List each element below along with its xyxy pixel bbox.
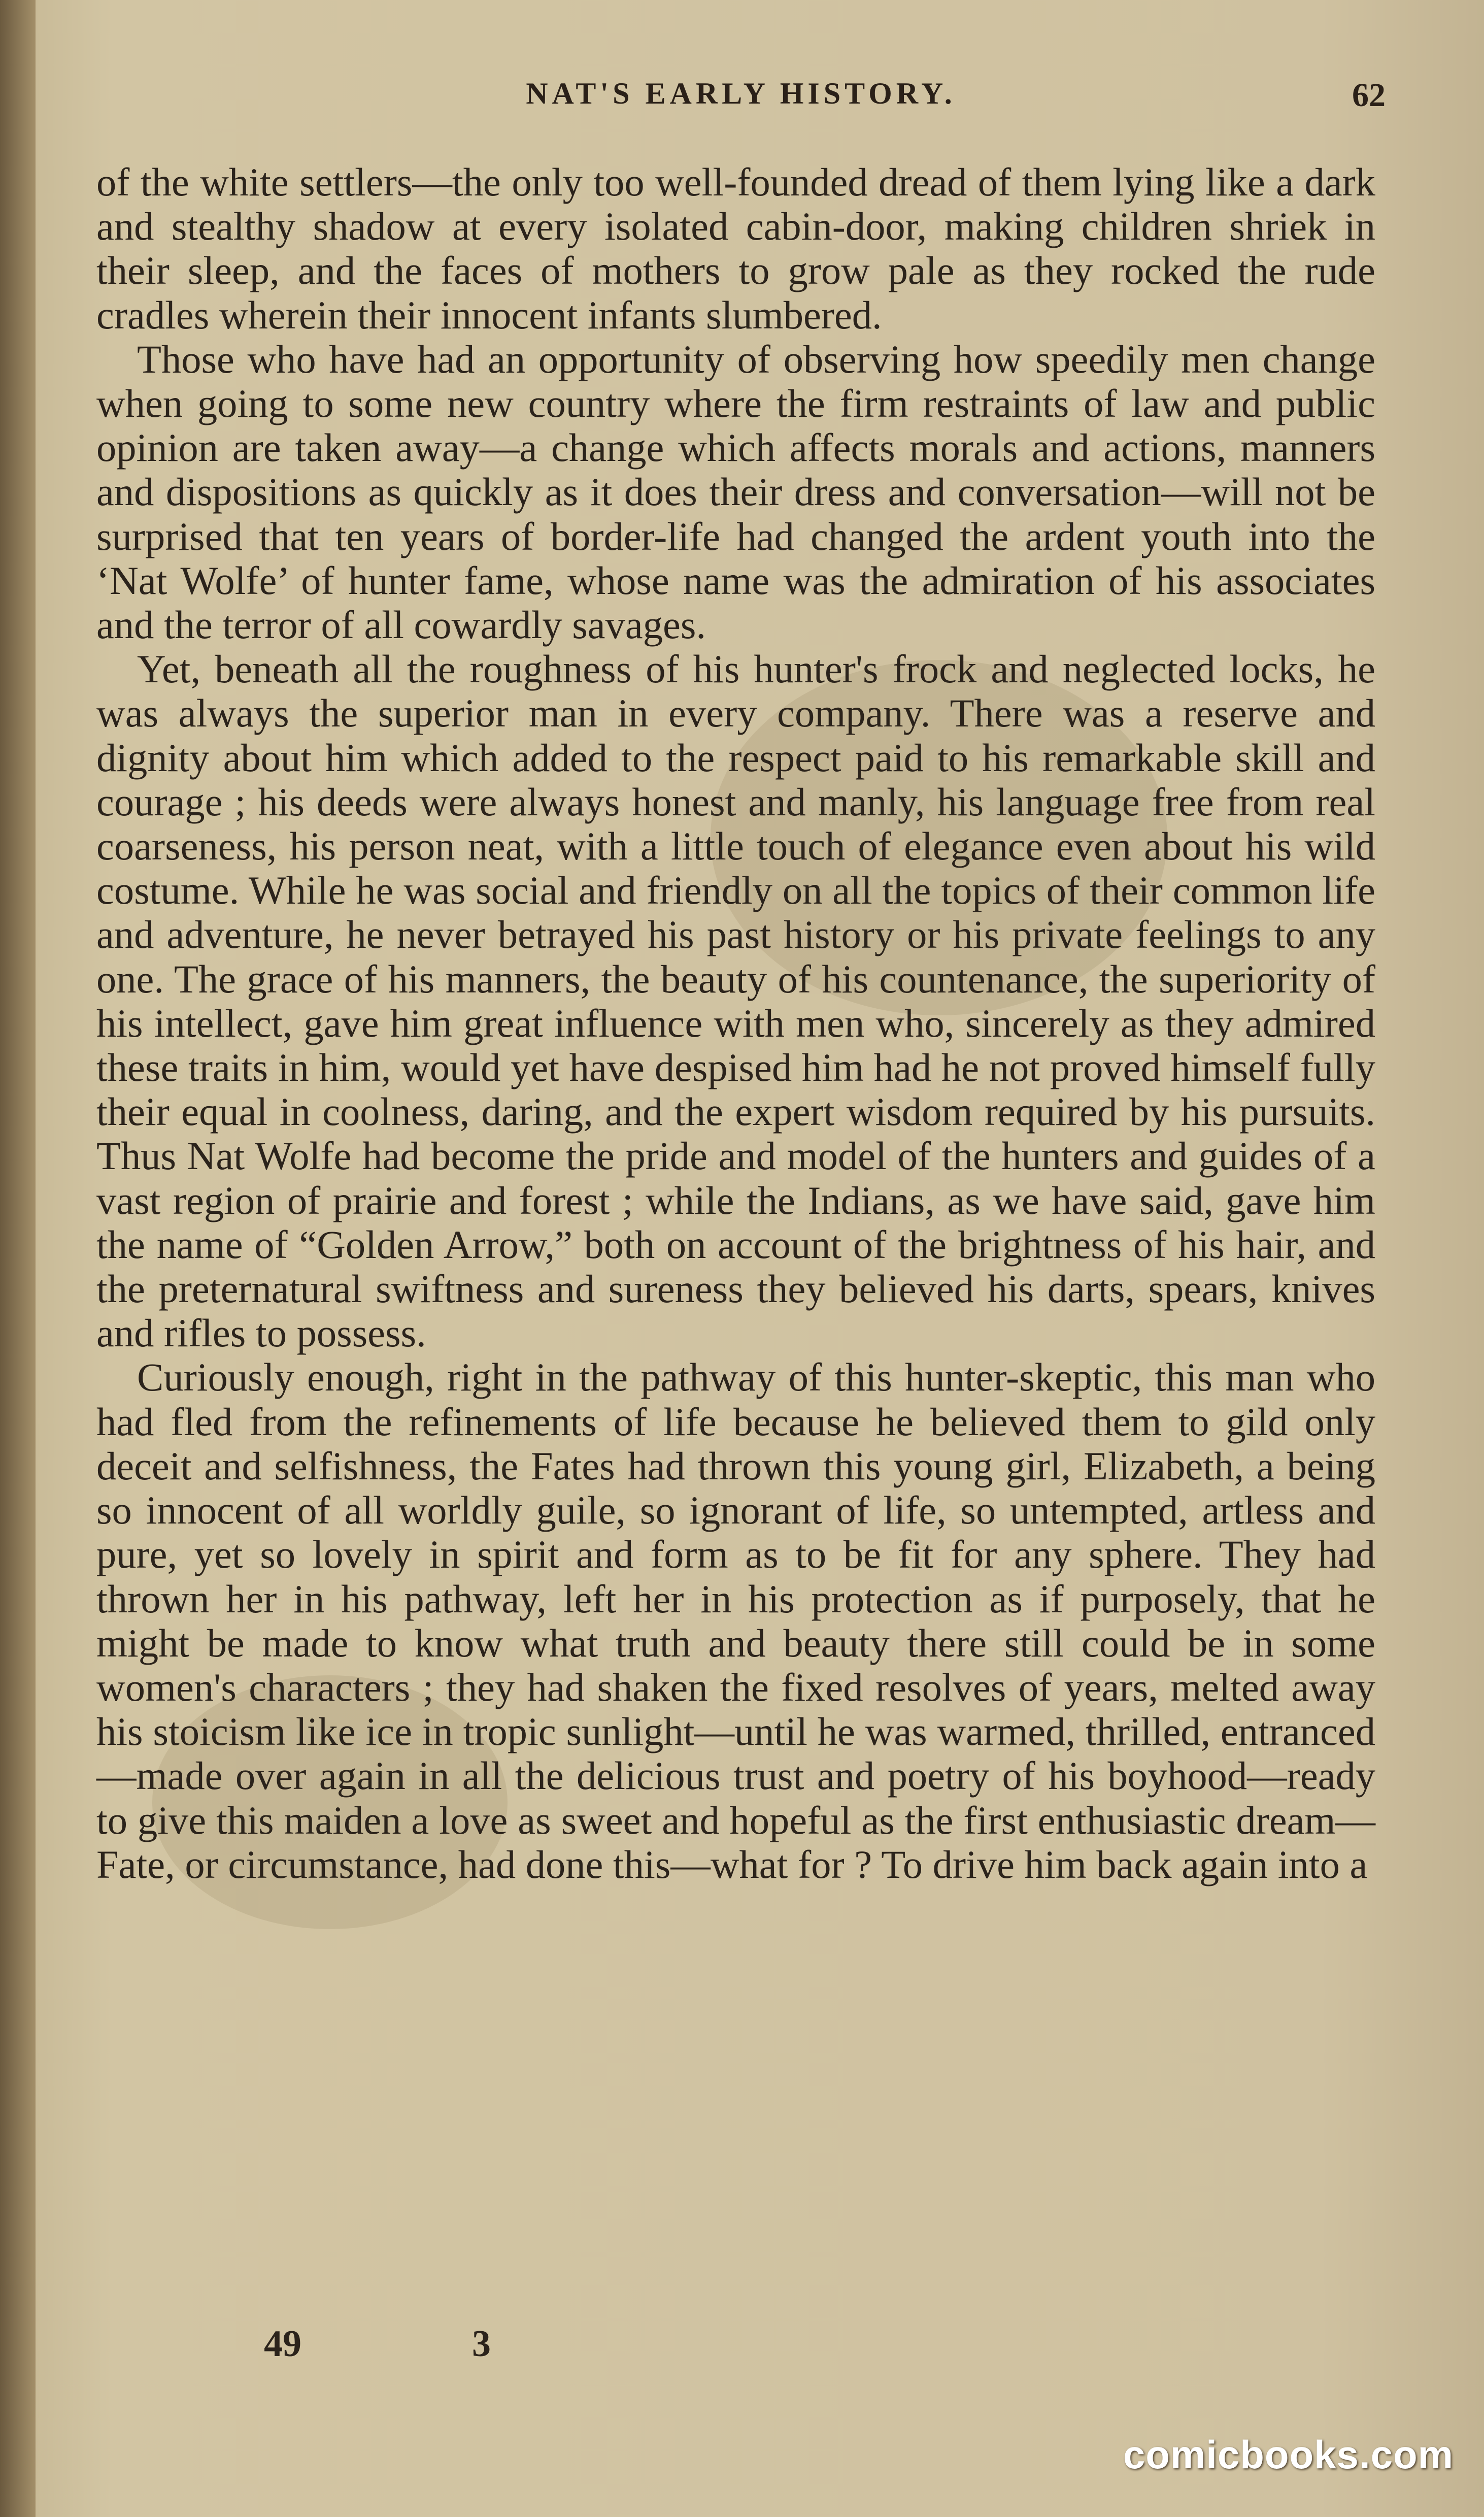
printer-signature xyxy=(264,2323,568,2368)
page-header xyxy=(96,76,1386,122)
signature-mark: 49 xyxy=(264,2323,301,2365)
running-head: NAT'S EARLY HISTORY. xyxy=(526,77,956,110)
paragraph: Those who have had an opportunity of observing how speedily men change when going to some new country where the firm restraints of law and public opinion are taken away—a change which affects morals and actions, manners and dispositions as quickly as it does their dress and conversation—will not be surprised that ten years of border-life had changed the ardent youth into the ‘Nat Wolfe’ of hunter fame, whose name was the admiration of his associates and the terror of all cowardly savages. xyxy=(96,337,1375,647)
page-number: 62 xyxy=(1352,77,1386,114)
paragraph: of the white settlers—the only too well-founded dread of them lying like a dark and stealthy shadow at every isolated cabin-door, making children shriek in their sleep, and the faces of mothers to grow pale as they rocked the rude cradles wherein their innocent infants slumbered. xyxy=(96,160,1375,337)
paragraph: Yet, beneath all the roughness of his hunter's frock and neglected locks, he was always the superior man in every company. There was a reserve and dignity about him which added to the respect paid to his remarkable skill and courage ; his deeds were always honest and manly, his language free from real coarseness, his person neat, with a little touch of elegance even about his wild costume. While he was social and friendly on all the topics of their common life and adventure, he never betrayed his past history or his private feelings to any one. The grace of his manners, the beauty of his countenance, the superiority of his intellect, gave him great influence with men who, sincerely as they admired these traits in him, would yet have despised him had he not proved himself fully their equal in coolness, daring, and the expert wisdom required by his pursuits. Thus Nat Wolfe had become the pride and model of the hunters and guides of a vast region of prairie and forest ; while the Indians, as we have said, gave him the name of “Golden Arrow,” both on account of the brightness of his hair, and the preternatural swiftness and sureness they believed his darts, spears, knives and rifles to possess. xyxy=(96,647,1375,1355)
paragraph: Curiously enough, right in the pathway of this hunter-skeptic, this man who had fled from the refinements of life because he believed them to gild only deceit and selfishness, the Fates had thrown this young girl, Elizabeth, a being so innocent of all worldly guile, so ignorant of life, so untempted, artless and pure, yet so lovely in spirit and form as to be fit for any sphere. They had thrown her in his pathway, left her in his protection as if purposely, that he might be made to know what truth and beauty there still could be in some women's characters ; they had shaken the fixed resolves of years, melted away his stoicism like ice in tropic sunlight—until he was warmed, thrilled, entranced—made over again in all the delicious trust and poetry of his boyhood—ready to give this maiden a love as sweet and hopeful as the first enthusiastic dream—Fate, or circumstance, had done this—what for ? To drive him back again into a xyxy=(96,1355,1375,1886)
body-text xyxy=(96,160,1375,1886)
signature-number: 3 xyxy=(472,2323,491,2365)
page-gutter xyxy=(0,0,36,2517)
watermark: comicbooks.com xyxy=(1123,2432,1454,2477)
